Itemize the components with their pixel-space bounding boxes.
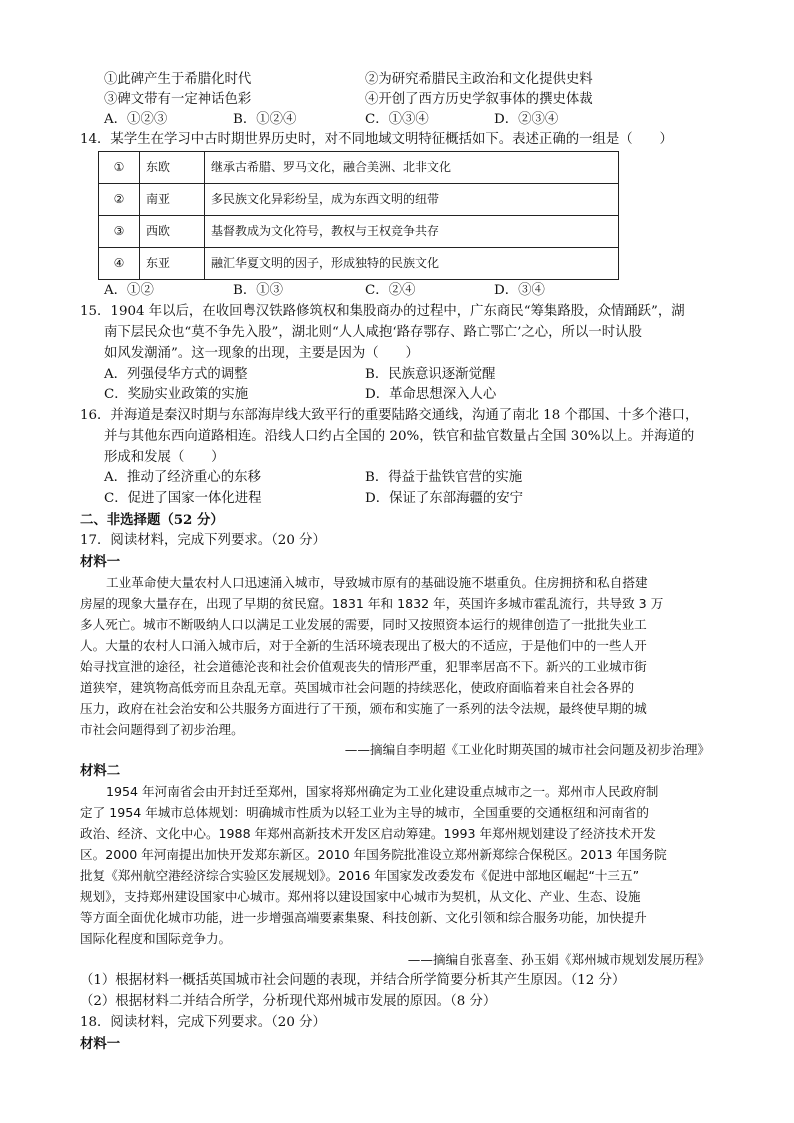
- q13-statement-3: ③碑文带有一定神话色彩: [104, 92, 252, 107]
- row-number: ④: [99, 248, 140, 280]
- q17-m1-line-7: 压力，政府在社会治安和公共服务方面进行了干预，颁布和实施了一系列的法令法规，最终使早期的城: [80, 701, 647, 716]
- q13-option-a: A．①②③: [104, 112, 168, 127]
- q15-option-d: D．革命思想深入人心: [365, 387, 497, 402]
- q17-m1-line-2: 房屋的现象大量存在，出现了早期的贫民窟。1831 年和 1832 年，英国许多城市霍乱流行，共导致 3 万: [80, 596, 664, 611]
- row-description: 继承古希腊、罗马文化，融合美洲、北非文化: [205, 152, 619, 184]
- row-description: 基督教成为文化符号，教权与王权竞争共存: [205, 216, 619, 248]
- q17-m1-line-5: 始寻找宣泄的途径，社会道德沦丧和社会价值观丧失的情形严重，犯罪率居高不下。新兴的工业城市街: [80, 659, 647, 674]
- row-description: 多民族文化异彩纷呈，成为东西文明的纽带: [205, 184, 619, 216]
- q17-m2-line-4: 区。2000 年河南提出加快开发郑东新区。2010 年国务院批准设立郑州新郑综合保税区。2013 年国务院: [80, 847, 667, 862]
- table-row: [99, 248, 619, 280]
- q14-table: [98, 151, 619, 280]
- row-description: 融汇华夏文明的因子，形成独特的民族文化: [205, 248, 619, 280]
- q17-m2-line-8: 国际化程度和国际竞争力。: [80, 931, 232, 946]
- table-row: [99, 216, 619, 248]
- q14-stem: 14．某学生在学习中古时期世界历史时，对不同地域文明特征概括如下。表述正确的一组是（ ）: [80, 132, 673, 147]
- q13-statement-4: ④开创了西方历史学叙事体的撰史体裁: [365, 92, 593, 107]
- table-row: [99, 184, 619, 216]
- q17-m2-line-3: 政治、经济、文化中心。1988 年郑州高新技术开发区启动筹建。1993 年郑州规划建设了经济技术开发: [80, 826, 656, 841]
- q16-line-1: 16．并海道是秦汉时期与东部海岸线大致平行的重要陆路交通线，沟通了南北 18 个郡国、十多个港口，: [80, 408, 699, 423]
- q15-option-b: B．民族意识逐渐觉醒: [365, 367, 496, 382]
- section-title: 二、非选择题（52 分）: [80, 512, 224, 528]
- q17-m2-line-7: 等方面全面优化城市功能，进一步增强高端要素集聚、科技创新、文化引领和综合服务功能，加快提升: [80, 910, 647, 925]
- q15-option-a: A．列强侵华方式的调整: [104, 367, 248, 382]
- q17-m2-line-6: 规划》，支持郑州建设国家中心城市。郑州将以建设国家中心城市为契机，从文化、产业、生态、设施: [80, 889, 641, 904]
- q17-m1-line-3: 多人死亡。城市不断吸纳人口以满足工业发展的需要，同时又按照资本运行的规律创造了一批批失业工: [80, 617, 647, 632]
- q15-line-1: 15．1904 年以后，在收回粤汉铁路修筑权和集股商办的过程中，广东商民“筹集路股，众情踊跃”，湖: [80, 304, 685, 319]
- q17-m1-line-1: 工业革命使大量农村人口迅速涌入城市，导致城市原有的基础设施不堪重负。住房拥挤和私自搭建: [106, 575, 648, 590]
- q13-statement-2: ②为研究希腊民主政治和文化提供史料: [365, 72, 593, 87]
- row-region: 西欧: [140, 216, 205, 248]
- q13-option-b: B．①②④: [233, 112, 297, 127]
- q16-option-d: D．保证了东部海疆的安宁: [365, 491, 524, 506]
- q13-option-d: D．②③④: [494, 112, 559, 127]
- row-region: 东亚: [140, 248, 205, 280]
- q13-option-c: C．①③④: [365, 112, 429, 127]
- q16-option-c: C．促进了国家一体化进程: [104, 491, 262, 506]
- q17-requirement-2: （2）根据材料二并结合所学，分析现代郑州城市发展的原因。（8 分）: [80, 994, 497, 1009]
- q17-m2-line-1: 1954 年河南省会由开封迁至郑州，国家将郑州确定为工业化建设重点城市之一。郑州市人民政府制: [106, 784, 659, 799]
- q16-option-a: A．推动了经济重心的东移: [104, 470, 261, 485]
- q15-line-3: 如风发潮涌”。这一现象的出现，主要是因为（ ）: [104, 346, 419, 361]
- row-region: 南亚: [140, 184, 205, 216]
- q14-option-d: D．③④: [494, 283, 545, 298]
- q14-option-b: B．①③: [233, 283, 284, 298]
- q17-m2-line-5: 批复《郑州航空港经济综合实验区发展规划》。2016 年国家发改委发布《促进中部地区崛起“十三五”: [80, 868, 640, 883]
- q17-m1-line-8: 市社会问题得到了初步治理。: [80, 722, 244, 737]
- q15-line-2: 南下层民众也“莫不争先入股”，湖北则“人人咸抱‘路存鄂存、路亡鄂亡’之心，所以一时认股: [104, 325, 642, 340]
- q14-option-a: A．①②: [104, 283, 154, 298]
- row-number: ③: [99, 216, 140, 248]
- q17-m1-source: ——摘编自李明超《工业化时期英国的城市社会问题及初步治理》: [344, 742, 710, 757]
- row-number: ①: [99, 152, 140, 184]
- q17-m1-line-6: 道狭窄，建筑物高低旁而且杂乱无章。英国城市社会问题的持续恶化，使政府面临着来自社会各界的: [80, 680, 635, 695]
- q17-requirement-1: （1）根据材料一概括英国城市社会问题的表现，并结合所学简要分析其产生原因。（12 分）: [80, 973, 626, 988]
- q17-m2-source: ——摘编自张喜奎、孙玉娟《郑州城市规划发展历程》: [407, 952, 710, 967]
- q18-stem: 18．阅读材料，完成下列要求。（20 分）: [80, 1015, 326, 1030]
- q15-option-c: C．奖励实业政策的实施: [104, 387, 249, 402]
- q17-m2-line-2: 定了 1954 年城市总体规划：明确城市性质为以轻工业为主导的城市，全国重要的交通枢纽和河南省的: [80, 805, 649, 820]
- q16-line-2: 并与其他东西向道路相连。沿线人口约占全国的 20%，铁官和盐官数量占全国 30%以上。并海道的: [104, 429, 695, 444]
- q17-m1-line-4: 人。大量的农村人口涌入城市后，对于全新的生活环境表现出了极大的不适应，于是他们中的一些人开: [80, 638, 647, 653]
- q16-option-b: B．得益于盐铁官营的实施: [365, 470, 523, 485]
- q16-line-3: 形成和发展（ ）: [104, 450, 225, 465]
- row-region: 东欧: [140, 152, 205, 184]
- q14-option-c: C．②④: [365, 283, 416, 298]
- q17-stem: 17．阅读材料，完成下列要求。（20 分）: [80, 533, 326, 548]
- q17-material-1-title: 材料一: [80, 554, 121, 570]
- q18-material-1-title: 材料一: [80, 1036, 121, 1052]
- row-number: ②: [99, 184, 140, 216]
- table-row: [99, 152, 619, 184]
- q13-statement-1: ①此碑产生于希腊化时代: [104, 72, 252, 87]
- q17-material-2-title: 材料二: [80, 763, 121, 779]
